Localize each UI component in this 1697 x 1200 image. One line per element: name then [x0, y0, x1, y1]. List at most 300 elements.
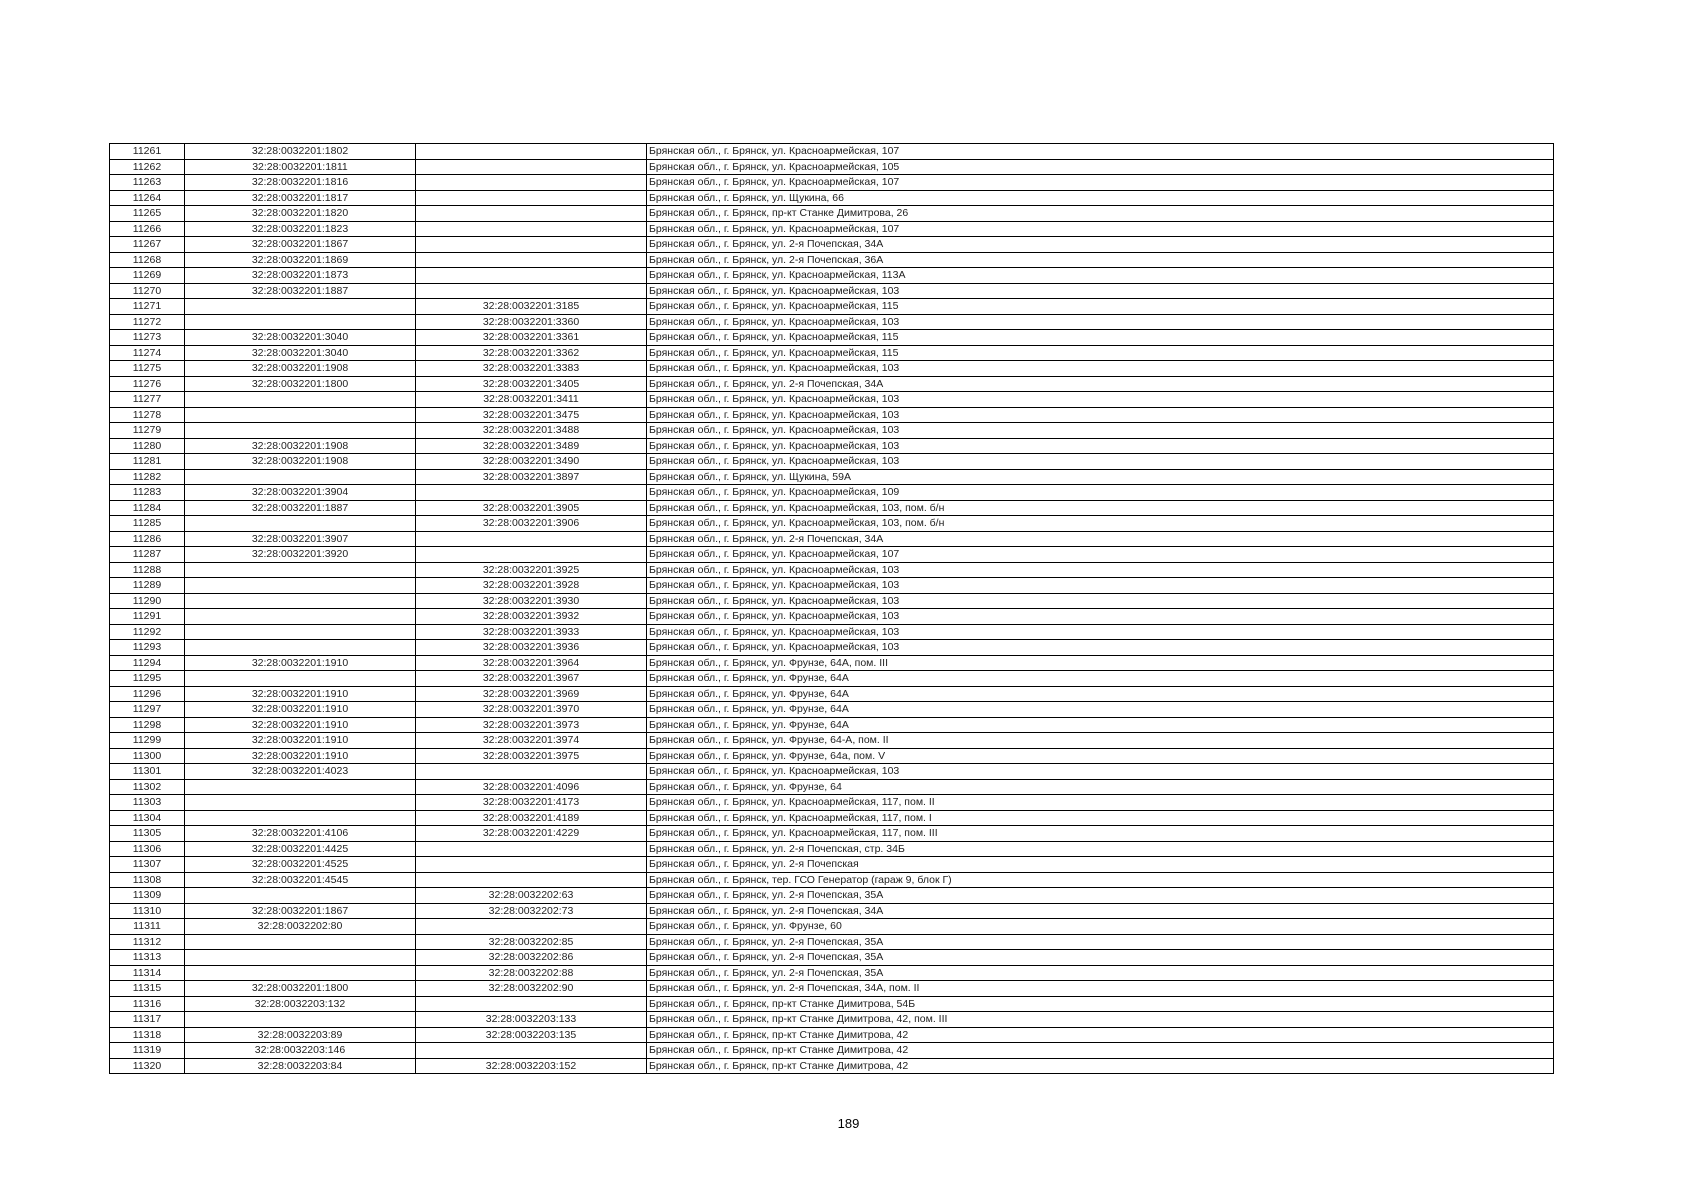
- row-number-cell: 11280: [110, 438, 185, 454]
- cadastral-number-b-cell: [416, 190, 647, 206]
- table-row: [110, 237, 1554, 253]
- cadastral-number-a-cell: 32:28:0032201:1910: [185, 717, 416, 733]
- cadastral-number-b-cell: 32:28:0032201:3383: [416, 361, 647, 377]
- address-cell: Брянская обл., г. Брянск, ул. 2-я Почепская, 35А: [647, 965, 1554, 981]
- table-row: [110, 733, 1554, 749]
- cadastral-number-a-cell: [185, 810, 416, 826]
- address-cell: Брянская обл., г. Брянск, ул. Красноармейская, 105: [647, 159, 1554, 175]
- cadastral-number-b-cell: [416, 485, 647, 501]
- table-row: [110, 392, 1554, 408]
- cadastral-number-a-cell: [185, 562, 416, 578]
- cadastral-number-a-cell: [185, 779, 416, 795]
- row-number-cell: 11289: [110, 578, 185, 594]
- cadastral-number-a-cell: [185, 423, 416, 439]
- cadastral-number-b-cell: 32:28:0032201:3970: [416, 702, 647, 718]
- address-cell: Брянская обл., г. Брянск, ул. Фрунзе, 64А: [647, 686, 1554, 702]
- row-number-cell: 11320: [110, 1058, 185, 1074]
- table-row: [110, 423, 1554, 439]
- cadastral-number-b-cell: 32:28:0032201:3936: [416, 640, 647, 656]
- address-cell: Брянская обл., г. Брянск, ул. Красноармейская, 115: [647, 345, 1554, 361]
- row-number-cell: 11300: [110, 748, 185, 764]
- table-row: [110, 857, 1554, 873]
- row-number-cell: 11315: [110, 981, 185, 997]
- cadastral-number-a-cell: 32:28:0032201:1817: [185, 190, 416, 206]
- address-cell: Брянская обл., г. Брянск, пр-кт Станке Димитрова, 42: [647, 1058, 1554, 1074]
- address-cell: Брянская обл., г. Брянск, ул. Красноармейская, 117, пом. III: [647, 826, 1554, 842]
- cadastral-number-a-cell: 32:28:0032203:146: [185, 1043, 416, 1059]
- address-cell: Брянская обл., г. Брянск, ул. Красноармейская, 103: [647, 624, 1554, 640]
- address-cell: Брянская обл., г. Брянск, ул. Красноармейская, 103: [647, 593, 1554, 609]
- table-row: [110, 872, 1554, 888]
- cadastral-number-b-cell: 32:28:0032201:3489: [416, 438, 647, 454]
- address-cell: Брянская обл., г. Брянск, пр-кт Станке Димитрова, 42, пом. III: [647, 1012, 1554, 1028]
- address-cell: Брянская обл., г. Брянск, ул. Красноармейская, 103: [647, 407, 1554, 423]
- row-number-cell: 11310: [110, 903, 185, 919]
- row-number-cell: 11304: [110, 810, 185, 826]
- table-row: [110, 919, 1554, 935]
- table-row: [110, 810, 1554, 826]
- cadastral-number-a-cell: [185, 624, 416, 640]
- address-cell: Брянская обл., г. Брянск, ул. Фрунзе, 64А: [647, 671, 1554, 687]
- cadastral-number-a-cell: 32:28:0032201:1867: [185, 237, 416, 253]
- table-row: [110, 702, 1554, 718]
- table-row: [110, 996, 1554, 1012]
- table-row: [110, 981, 1554, 997]
- row-number-cell: 11271: [110, 299, 185, 315]
- cadastral-number-a-cell: [185, 671, 416, 687]
- row-number-cell: 11318: [110, 1027, 185, 1043]
- address-cell: Брянская обл., г. Брянск, ул. Красноармейская, 107: [647, 144, 1554, 160]
- table-row: [110, 671, 1554, 687]
- address-cell: Брянская обл., г. Брянск, ул. 2-я Почепская, 35А: [647, 950, 1554, 966]
- cadastral-number-b-cell: [416, 206, 647, 222]
- row-number-cell: 11311: [110, 919, 185, 935]
- table-row: [110, 1027, 1554, 1043]
- row-number-cell: 11313: [110, 950, 185, 966]
- table-row: [110, 500, 1554, 516]
- address-cell: Брянская обл., г. Брянск, ул. Красноармейская, 103: [647, 314, 1554, 330]
- cadastral-number-b-cell: [416, 547, 647, 563]
- row-number-cell: 11283: [110, 485, 185, 501]
- table-row: [110, 903, 1554, 919]
- address-cell: Брянская обл., г. Брянск, ул. Красноармейская, 103: [647, 283, 1554, 299]
- cadastral-number-b-cell: 32:28:0032201:3361: [416, 330, 647, 346]
- row-number-cell: 11295: [110, 671, 185, 687]
- address-cell: Брянская обл., г. Брянск, тер. ГСО Генератор (гараж 9, блок Г): [647, 872, 1554, 888]
- cadastral-number-a-cell: 32:28:0032201:4106: [185, 826, 416, 842]
- address-cell: Брянская обл., г. Брянск, ул. Фрунзе, 64: [647, 779, 1554, 795]
- cadastral-number-b-cell: 32:28:0032201:3475: [416, 407, 647, 423]
- cadastral-number-b-cell: 32:28:0032202:88: [416, 965, 647, 981]
- cadastral-number-a-cell: [185, 578, 416, 594]
- row-number-cell: 11292: [110, 624, 185, 640]
- row-number-cell: 11269: [110, 268, 185, 284]
- row-number-cell: 11291: [110, 609, 185, 625]
- row-number-cell: 11293: [110, 640, 185, 656]
- address-cell: Брянская обл., г. Брянск, пр-кт Станке Димитрова, 26: [647, 206, 1554, 222]
- cadastral-number-a-cell: 32:28:0032201:1820: [185, 206, 416, 222]
- cadastral-number-b-cell: 32:28:0032201:3360: [416, 314, 647, 330]
- address-cell: Брянская обл., г. Брянск, ул. Красноармейская, 115: [647, 299, 1554, 315]
- cadastral-number-a-cell: [185, 640, 416, 656]
- row-number-cell: 11297: [110, 702, 185, 718]
- cadastral-number-b-cell: [416, 159, 647, 175]
- table-row: [110, 717, 1554, 733]
- address-cell: Брянская обл., г. Брянск, ул. Красноармейская, 113А: [647, 268, 1554, 284]
- registry-table-body: [110, 144, 1554, 1074]
- cadastral-number-a-cell: 32:28:0032201:1887: [185, 283, 416, 299]
- row-number-cell: 11277: [110, 392, 185, 408]
- cadastral-number-b-cell: 32:28:0032203:152: [416, 1058, 647, 1074]
- address-cell: Брянская обл., г. Брянск, ул. Красноармейская, 103: [647, 609, 1554, 625]
- cadastral-number-a-cell: [185, 314, 416, 330]
- table-row: [110, 330, 1554, 346]
- address-cell: Брянская обл., г. Брянск, ул. 2-я Почепская, стр. 34Б: [647, 841, 1554, 857]
- cadastral-number-b-cell: [416, 996, 647, 1012]
- row-number-cell: 11287: [110, 547, 185, 563]
- row-number-cell: 11288: [110, 562, 185, 578]
- cadastral-number-b-cell: 32:28:0032201:3928: [416, 578, 647, 594]
- address-cell: Брянская обл., г. Брянск, ул. Фрунзе, 64а, пом. V: [647, 748, 1554, 764]
- cadastral-number-a-cell: 32:28:0032203:132: [185, 996, 416, 1012]
- cadastral-number-b-cell: [416, 919, 647, 935]
- cadastral-number-b-cell: [416, 872, 647, 888]
- address-cell: Брянская обл., г. Брянск, ул. 2-я Почепская, 34А: [647, 237, 1554, 253]
- address-cell: Брянская обл., г. Брянск, ул. Красноармейская, 103, пом. б/н: [647, 500, 1554, 516]
- table-row: [110, 1012, 1554, 1028]
- address-cell: Брянская обл., г. Брянск, ул. Красноармейская, 103: [647, 361, 1554, 377]
- cadastral-number-a-cell: 32:28:0032201:1908: [185, 361, 416, 377]
- table-row: [110, 764, 1554, 780]
- table-row: [110, 748, 1554, 764]
- cadastral-number-a-cell: 32:28:0032201:3920: [185, 547, 416, 563]
- table-row: [110, 314, 1554, 330]
- row-number-cell: 11282: [110, 469, 185, 485]
- cadastral-number-a-cell: [185, 934, 416, 950]
- cadastral-number-a-cell: [185, 392, 416, 408]
- row-number-cell: 11299: [110, 733, 185, 749]
- table-row: [110, 934, 1554, 950]
- row-number-cell: 11308: [110, 872, 185, 888]
- cadastral-number-b-cell: 32:28:0032203:135: [416, 1027, 647, 1043]
- cadastral-number-a-cell: [185, 469, 416, 485]
- cadastral-number-a-cell: 32:28:0032201:4545: [185, 872, 416, 888]
- row-number-cell: 11309: [110, 888, 185, 904]
- row-number-cell: 11279: [110, 423, 185, 439]
- table-row: [110, 1058, 1554, 1074]
- cadastral-number-a-cell: 32:28:0032201:1910: [185, 702, 416, 718]
- cadastral-number-a-cell: 32:28:0032201:1887: [185, 500, 416, 516]
- table-row: [110, 640, 1554, 656]
- table-row: [110, 345, 1554, 361]
- cadastral-number-a-cell: 32:28:0032203:89: [185, 1027, 416, 1043]
- table-row: [110, 190, 1554, 206]
- address-cell: Брянская обл., г. Брянск, ул. Красноармейская, 103, пом. б/н: [647, 516, 1554, 532]
- cadastral-number-b-cell: 32:28:0032202:90: [416, 981, 647, 997]
- cadastral-number-a-cell: 32:28:0032201:4023: [185, 764, 416, 780]
- cadastral-number-b-cell: 32:28:0032201:3905: [416, 500, 647, 516]
- address-cell: Брянская обл., г. Брянск, пр-кт Станке Димитрова, 54Б: [647, 996, 1554, 1012]
- table-row: [110, 175, 1554, 191]
- address-cell: Брянская обл., г. Брянск, ул. 2-я Почепская, 35А: [647, 934, 1554, 950]
- cadastral-number-a-cell: 32:28:0032201:3904: [185, 485, 416, 501]
- table-row: [110, 144, 1554, 160]
- cadastral-number-b-cell: [416, 268, 647, 284]
- cadastral-number-b-cell: 32:28:0032201:3974: [416, 733, 647, 749]
- cadastral-number-b-cell: 32:28:0032201:3967: [416, 671, 647, 687]
- row-number-cell: 11264: [110, 190, 185, 206]
- address-cell: Брянская обл., г. Брянск, ул. Красноармейская, 117, пом. I: [647, 810, 1554, 826]
- cadastral-number-b-cell: [416, 531, 647, 547]
- cadastral-number-b-cell: 32:28:0032201:3362: [416, 345, 647, 361]
- cadastral-number-a-cell: 32:28:0032201:3040: [185, 345, 416, 361]
- address-cell: Брянская обл., г. Брянск, ул. Щукина, 66: [647, 190, 1554, 206]
- cadastral-number-b-cell: 32:28:0032203:133: [416, 1012, 647, 1028]
- table-row: [110, 547, 1554, 563]
- table-row: [110, 655, 1554, 671]
- row-number-cell: 11281: [110, 454, 185, 470]
- cadastral-number-a-cell: [185, 950, 416, 966]
- row-number-cell: 11286: [110, 531, 185, 547]
- address-cell: Брянская обл., г. Брянск, ул. 2-я Почепская, 34А: [647, 903, 1554, 919]
- row-number-cell: 11273: [110, 330, 185, 346]
- cadastral-number-b-cell: [416, 857, 647, 873]
- table-row: [110, 376, 1554, 392]
- row-number-cell: 11261: [110, 144, 185, 160]
- registry-table: [109, 143, 1554, 1074]
- cadastral-number-a-cell: 32:28:0032201:1811: [185, 159, 416, 175]
- address-cell: Брянская обл., г. Брянск, ул. Фрунзе, 64А, пом. III: [647, 655, 1554, 671]
- cadastral-number-b-cell: 32:28:0032201:3930: [416, 593, 647, 609]
- cadastral-number-a-cell: [185, 609, 416, 625]
- cadastral-number-a-cell: 32:28:0032203:84: [185, 1058, 416, 1074]
- cadastral-number-b-cell: 32:28:0032201:4173: [416, 795, 647, 811]
- table-row: [110, 888, 1554, 904]
- cadastral-number-b-cell: [416, 252, 647, 268]
- cadastral-number-b-cell: 32:28:0032201:3488: [416, 423, 647, 439]
- cadastral-number-a-cell: 32:28:0032201:1910: [185, 733, 416, 749]
- row-number-cell: 11306: [110, 841, 185, 857]
- address-cell: Брянская обл., г. Брянск, ул. Красноармейская, 103: [647, 562, 1554, 578]
- table-row: [110, 268, 1554, 284]
- row-number-cell: 11276: [110, 376, 185, 392]
- row-number-cell: 11285: [110, 516, 185, 532]
- table-row: [110, 252, 1554, 268]
- row-number-cell: 11302: [110, 779, 185, 795]
- cadastral-number-a-cell: 32:28:0032201:1908: [185, 438, 416, 454]
- cadastral-number-b-cell: 32:28:0032201:3964: [416, 655, 647, 671]
- cadastral-number-a-cell: [185, 888, 416, 904]
- row-number-cell: 11294: [110, 655, 185, 671]
- cadastral-number-b-cell: [416, 283, 647, 299]
- row-number-cell: 11275: [110, 361, 185, 377]
- row-number-cell: 11284: [110, 500, 185, 516]
- table-row: [110, 438, 1554, 454]
- cadastral-number-a-cell: 32:28:0032201:1867: [185, 903, 416, 919]
- cadastral-number-b-cell: [416, 175, 647, 191]
- row-number-cell: 11274: [110, 345, 185, 361]
- address-cell: Брянская обл., г. Брянск, ул. Красноармейская, 115: [647, 330, 1554, 346]
- table-row: [110, 469, 1554, 485]
- address-cell: Брянская обл., г. Брянск, ул. Красноармейская, 103: [647, 423, 1554, 439]
- cadastral-number-b-cell: 32:28:0032201:3897: [416, 469, 647, 485]
- cadastral-number-b-cell: 32:28:0032202:63: [416, 888, 647, 904]
- cadastral-number-b-cell: 32:28:0032201:3906: [416, 516, 647, 532]
- cadastral-number-b-cell: 32:28:0032201:3185: [416, 299, 647, 315]
- table-row: [110, 299, 1554, 315]
- cadastral-number-a-cell: 32:28:0032201:4425: [185, 841, 416, 857]
- cadastral-number-b-cell: 32:28:0032201:4229: [416, 826, 647, 842]
- address-cell: Брянская обл., г. Брянск, ул. Щукина, 59А: [647, 469, 1554, 485]
- cadastral-number-a-cell: 32:28:0032201:1802: [185, 144, 416, 160]
- row-number-cell: 11265: [110, 206, 185, 222]
- row-number-cell: 11301: [110, 764, 185, 780]
- cadastral-number-a-cell: 32:28:0032201:1910: [185, 686, 416, 702]
- cadastral-number-a-cell: [185, 965, 416, 981]
- table-row: [110, 485, 1554, 501]
- address-cell: Брянская обл., г. Брянск, ул. Красноармейская, 103: [647, 454, 1554, 470]
- cadastral-number-b-cell: 32:28:0032201:4189: [416, 810, 647, 826]
- cadastral-number-b-cell: 32:28:0032201:3969: [416, 686, 647, 702]
- address-cell: Брянская обл., г. Брянск, ул. 2-я Почепская, 36А: [647, 252, 1554, 268]
- cadastral-number-b-cell: 32:28:0032201:3490: [416, 454, 647, 470]
- cadastral-number-b-cell: [416, 841, 647, 857]
- cadastral-number-b-cell: [416, 764, 647, 780]
- row-number-cell: 11305: [110, 826, 185, 842]
- row-number-cell: 11267: [110, 237, 185, 253]
- address-cell: Брянская обл., г. Брянск, ул. 2-я Почепская, 34А, пом. II: [647, 981, 1554, 997]
- row-number-cell: 11314: [110, 965, 185, 981]
- row-number-cell: 11263: [110, 175, 185, 191]
- row-number-cell: 11272: [110, 314, 185, 330]
- cadastral-number-a-cell: 32:28:0032201:1816: [185, 175, 416, 191]
- table-row: [110, 516, 1554, 532]
- cadastral-number-a-cell: 32:28:0032201:1910: [185, 655, 416, 671]
- cadastral-number-b-cell: 32:28:0032202:85: [416, 934, 647, 950]
- cadastral-number-b-cell: 32:28:0032201:3975: [416, 748, 647, 764]
- address-cell: Брянская обл., г. Брянск, ул. Фрунзе, 60: [647, 919, 1554, 935]
- cadastral-number-a-cell: 32:28:0032201:3040: [185, 330, 416, 346]
- row-number-cell: 11298: [110, 717, 185, 733]
- table-row: [110, 609, 1554, 625]
- cadastral-number-b-cell: 32:28:0032201:3925: [416, 562, 647, 578]
- cadastral-number-b-cell: 32:28:0032201:3405: [416, 376, 647, 392]
- table-row: [110, 950, 1554, 966]
- address-cell: Брянская обл., г. Брянск, пр-кт Станке Димитрова, 42: [647, 1027, 1554, 1043]
- address-cell: Брянская обл., г. Брянск, ул. Красноармейская, 107: [647, 221, 1554, 237]
- address-cell: Брянская обл., г. Брянск, ул. Красноармейская, 103: [647, 392, 1554, 408]
- row-number-cell: 11303: [110, 795, 185, 811]
- table-row: [110, 159, 1554, 175]
- row-number-cell: 11317: [110, 1012, 185, 1028]
- cadastral-number-a-cell: [185, 593, 416, 609]
- cadastral-number-a-cell: [185, 1012, 416, 1028]
- address-cell: Брянская обл., г. Брянск, ул. Красноармейская, 103: [647, 640, 1554, 656]
- cadastral-number-a-cell: 32:28:0032202:80: [185, 919, 416, 935]
- cadastral-number-a-cell: 32:28:0032201:1800: [185, 376, 416, 392]
- row-number-cell: 11316: [110, 996, 185, 1012]
- table-row: [110, 454, 1554, 470]
- cadastral-number-a-cell: 32:28:0032201:4525: [185, 857, 416, 873]
- address-cell: Брянская обл., г. Брянск, ул. Красноармейская, 107: [647, 547, 1554, 563]
- row-number-cell: 11296: [110, 686, 185, 702]
- address-cell: Брянская обл., г. Брянск, ул. Фрунзе, 64А: [647, 702, 1554, 718]
- row-number-cell: 11307: [110, 857, 185, 873]
- table-row: [110, 407, 1554, 423]
- row-number-cell: 11270: [110, 283, 185, 299]
- cadastral-number-b-cell: [416, 221, 647, 237]
- table-row: [110, 1043, 1554, 1059]
- address-cell: Брянская обл., г. Брянск, ул. Красноармейская, 117, пом. II: [647, 795, 1554, 811]
- table-row: [110, 531, 1554, 547]
- cadastral-number-a-cell: [185, 516, 416, 532]
- table-row: [110, 578, 1554, 594]
- cadastral-number-a-cell: 32:28:0032201:1800: [185, 981, 416, 997]
- row-number-cell: 11266: [110, 221, 185, 237]
- cadastral-number-b-cell: 32:28:0032201:3933: [416, 624, 647, 640]
- cadastral-number-b-cell: [416, 237, 647, 253]
- address-cell: Брянская обл., г. Брянск, ул. 2-я Почепская, 34А: [647, 531, 1554, 547]
- row-number-cell: 11268: [110, 252, 185, 268]
- address-cell: Брянская обл., г. Брянск, ул. Красноармейская, 109: [647, 485, 1554, 501]
- address-cell: Брянская обл., г. Брянск, ул. Фрунзе, 64-А, пом. II: [647, 733, 1554, 749]
- page-number: 189: [837, 1116, 860, 1131]
- address-cell: Брянская обл., г. Брянск, ул. Красноармейская, 107: [647, 175, 1554, 191]
- table-row: [110, 826, 1554, 842]
- table-row: [110, 624, 1554, 640]
- address-cell: Брянская обл., г. Брянск, ул. 2-я Почепская, 35А: [647, 888, 1554, 904]
- address-cell: Брянская обл., г. Брянск, ул. 2-я Почепская, 34А: [647, 376, 1554, 392]
- table-row: [110, 686, 1554, 702]
- address-cell: Брянская обл., г. Брянск, пр-кт Станке Димитрова, 42: [647, 1043, 1554, 1059]
- table-row: [110, 779, 1554, 795]
- cadastral-number-a-cell: [185, 407, 416, 423]
- row-number-cell: 11319: [110, 1043, 185, 1059]
- cadastral-number-b-cell: 32:28:0032201:4096: [416, 779, 647, 795]
- cadastral-number-a-cell: 32:28:0032201:3907: [185, 531, 416, 547]
- table-row: [110, 361, 1554, 377]
- address-cell: Брянская обл., г. Брянск, ул. 2-я Почепская: [647, 857, 1554, 873]
- cadastral-number-b-cell: [416, 144, 647, 160]
- table-row: [110, 965, 1554, 981]
- table-row: [110, 206, 1554, 222]
- table-row: [110, 283, 1554, 299]
- row-number-cell: 11290: [110, 593, 185, 609]
- table-row: [110, 593, 1554, 609]
- cadastral-number-b-cell: 32:28:0032201:3973: [416, 717, 647, 733]
- cadastral-number-b-cell: 32:28:0032202:86: [416, 950, 647, 966]
- table-row: [110, 221, 1554, 237]
- cadastral-number-b-cell: 32:28:0032201:3411: [416, 392, 647, 408]
- cadastral-number-a-cell: [185, 299, 416, 315]
- row-number-cell: 11278: [110, 407, 185, 423]
- cadastral-number-a-cell: [185, 795, 416, 811]
- table-row: [110, 795, 1554, 811]
- cadastral-number-b-cell: 32:28:0032202:73: [416, 903, 647, 919]
- address-cell: Брянская обл., г. Брянск, ул. Красноармейская, 103: [647, 578, 1554, 594]
- row-number-cell: 11312: [110, 934, 185, 950]
- cadastral-number-b-cell: [416, 1043, 647, 1059]
- address-cell: Брянская обл., г. Брянск, ул. Красноармейская, 103: [647, 438, 1554, 454]
- table-row: [110, 841, 1554, 857]
- cadastral-number-b-cell: 32:28:0032201:3932: [416, 609, 647, 625]
- cadastral-number-a-cell: 32:28:0032201:1823: [185, 221, 416, 237]
- cadastral-number-a-cell: 32:28:0032201:1908: [185, 454, 416, 470]
- address-cell: Брянская обл., г. Брянск, ул. Фрунзе, 64А: [647, 717, 1554, 733]
- table-row: [110, 562, 1554, 578]
- cadastral-number-a-cell: 32:28:0032201:1869: [185, 252, 416, 268]
- row-number-cell: 11262: [110, 159, 185, 175]
